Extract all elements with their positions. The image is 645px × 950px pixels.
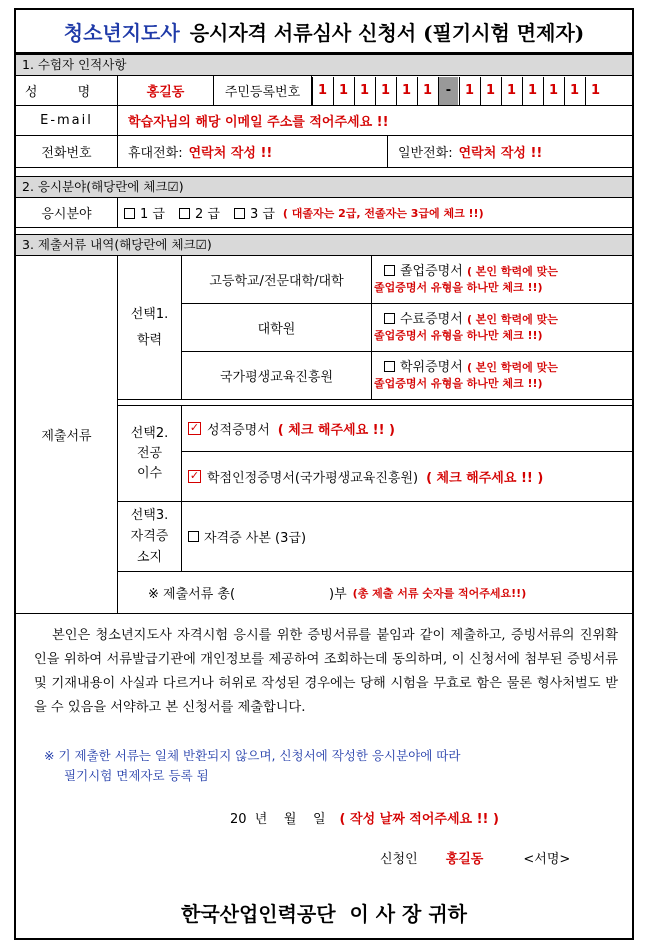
credit-cert-option[interactable]: ✓ 학점인정증명서(국가평생교육진흥원) ( 체크 해주세요 !! ) [182,452,632,502]
documents-label: 제출서류 [16,256,118,614]
title-accent: 청소년지도사 [63,20,180,45]
name-value[interactable]: 홍길동 [118,76,214,106]
name-label: 성 명 [16,76,118,106]
declaration-paragraph: 본인은 청소년지도사 자격시험 응시를 위한 증빙서류를 붙임과 같이 제출하고, 증빙서류의 진위확인을 위하여 서류발급기관에 개인정보를 제공하여 조회하는데 동의하며, 이 신청서에 첨부된 증빙서류 및 기재내용이 사실과 다르거나 허위로 작성된 경우에는 당해 시험을 무효로 함은 물론 형사처벌도 받을 수 있음을 서약하고 본 신청서를 제출합니다. [34,628,618,715]
check-icon: ✓ [189,421,200,434]
email-label: E-mail [16,106,118,136]
choice3-label: 선택3. 자격증 소지 [118,502,182,572]
notice-line1: ※ 기 제출한 서류는 일체 반환되지 않으며, 신청서에 작성한 응시분야에 따라 [44,748,461,763]
section2-header: 2. 응시분야(해당란에 체크☑) [16,176,632,198]
id-digit: 1 [396,77,416,105]
id-digit: 1 [522,77,542,105]
completion-cert-option[interactable]: 수료증명서 ( 본인 학력에 맞는 졸업증명서 유형을 하나만 체크 !!) [372,304,632,352]
applicant-line: 신청인 홍길동 <서명> [380,852,571,867]
id-digit: 1 [585,77,605,105]
application-form [14,8,634,940]
home-phone-field[interactable]: 일반전화: 연락처 작성 !! [388,136,632,168]
transcript-option[interactable]: ✓ 성적증명서 ( 체크 해주세요 !! ) [182,406,632,452]
id-digit: 1 [375,77,395,105]
id-label: 주민등록번호 [214,76,312,106]
school-type: 국가평생교육진흥원 [182,352,372,400]
section1-header: 1. 수험자 인적사항 [16,54,632,76]
section3-header: 3. 제출서류 내역(해당란에 체크☑) [16,234,632,256]
form-title [16,10,632,54]
degree-cert-option[interactable]: 학위증명서 ( 본인 학력에 맞는 졸업증명서 유형을 하나만 체크 !!) [372,352,632,400]
date-line[interactable]: 20 년 월 일 ( 작성 날짜 적어주세요 !! ) [230,812,499,827]
id-digit: 1 [564,77,584,105]
choice1-label: 선택1. 학력 [118,256,182,400]
grade-3-checkbox[interactable]: 3 급 [234,203,275,222]
phone-label: 전화번호 [16,136,118,168]
id-digit: 1 [459,77,479,105]
id-digit: 1 [501,77,521,105]
grade-options [118,198,632,228]
id-digit: 1 [354,77,374,105]
id-dash: - [438,77,458,105]
grade-2-checkbox[interactable]: 2 급 [179,203,220,222]
email-field[interactable]: 학습자님의 해당 이메일 주소를 적어주세요 !! [118,106,632,136]
id-digit: 1 [417,77,437,105]
grade-1-checkbox[interactable]: 1 급 [124,203,165,222]
id-digit: 1 [480,77,500,105]
grade-note: ( 대졸자는 2급, 전졸자는 3급에 체크 !!) [282,206,484,220]
id-digit: 1 [543,77,563,105]
id-number-field[interactable] [312,76,632,106]
graduation-cert-option[interactable]: 졸업증명서 ( 본인 학력에 맞는 졸업증명서 유형을 하나만 체크 !!) [372,256,632,304]
field-label: 응시분야 [16,198,118,228]
mobile-field[interactable]: 휴대전화: 연락처 작성 !! [118,136,388,168]
choice2-label: 선택2. 전공 이수 [118,406,182,502]
notice-line2: 필기시험 면제자로 등록 됨 [64,768,209,783]
title-rest: 응시자격 서류심사 신청서 (필기시험 면제자) [189,20,585,45]
id-digit: 1 [333,77,353,105]
recipient: 한국산업인력공단 이 사 장 귀하 [181,902,467,926]
license-copy-option[interactable]: 자격증 사본 (3급) [182,502,632,572]
id-digit: 1 [312,77,332,105]
total-documents[interactable]: ※ 제출서류 총( )부 (총 제출 서류 숫자를 적어주세요!!) [118,572,632,614]
school-type: 고등학교/전문대학/대학 [182,256,372,304]
check-icon: ✓ [189,469,200,482]
school-type: 대학원 [182,304,372,352]
